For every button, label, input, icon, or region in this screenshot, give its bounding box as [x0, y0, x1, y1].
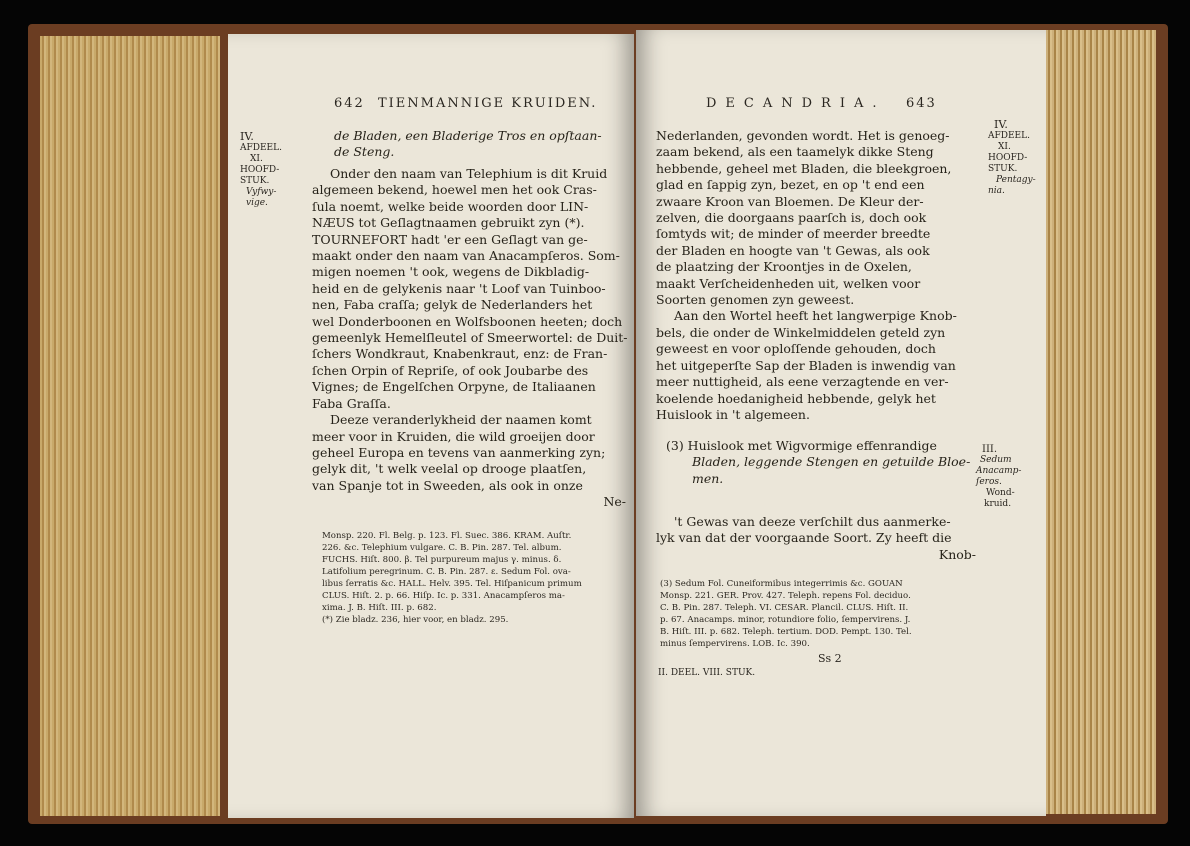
- signature-mark: Ss 2: [818, 652, 842, 665]
- note-line: CLUS. Hiſt. 2. p. 66. Hiſp. Ic. p. 331. Anacampſeros ma-: [322, 591, 565, 601]
- note-line: B. Hiſt. III. p. 682. Teleph. tertium. DOD. Pempt. 130. Tel.: [660, 627, 912, 637]
- margin-line: Wond-: [986, 488, 1015, 498]
- body-line: Ne-: [603, 494, 626, 510]
- margin-line: III.: [982, 444, 998, 455]
- body-line: maakt onder den naam van Anacampſeros. Som-: [312, 248, 620, 264]
- note-line: xima. J. B. Hiſt. III. p. 682.: [322, 603, 437, 613]
- body-line: nen, Faba craſſa; gelyk de Nederlanders het: [312, 297, 593, 313]
- body-line: ſchen Orpin of Repriſe, of ook Joubarbe des: [312, 362, 589, 378]
- body-line: 't Gewas van deeze verſchilt dus aanmerke-: [674, 514, 951, 529]
- body-line: Faba Graſſa.: [312, 395, 391, 411]
- body-line: Nederlanden, gevonden wordt. Het is genoeg-: [656, 128, 950, 143]
- margin-line: STUK.: [240, 176, 270, 186]
- body-line: van Spanje tot in Sweeden, als ook in onze: [312, 477, 583, 493]
- left-running-head: TIENMANNIGE KRUIDEN.: [378, 96, 598, 111]
- margin-line: XI.: [250, 154, 263, 164]
- body-line: bels, die onder de Winkelmiddelen geteld zyn: [656, 324, 946, 340]
- right-footnotes: [660, 578, 976, 650]
- note-line: FUCHS. Hiſt. 800. β. Tel purpureum majus γ. minus. δ.: [322, 555, 562, 565]
- right-body-text-2: [656, 514, 976, 563]
- body-line: ſula noemt, welke beide woorden door LIN-: [312, 198, 589, 214]
- footer-volume: II. DEEL. VIII. STUK.: [658, 668, 756, 678]
- title-line: Bladen, leggende Stengen en getuilde Bloe-: [692, 454, 971, 470]
- body-line: zaam bekend, als een taamelyk dikke Steng: [656, 144, 934, 160]
- body-line: Aan den Wortel heeft het langwerpige Knob-: [674, 308, 957, 324]
- body-line: gemeenlyk Hemelſleutel of Smeerwortel: de Duit-: [312, 330, 628, 346]
- margin-line: Vyfwy-: [246, 187, 277, 197]
- page-edges-right: [1040, 30, 1156, 814]
- right-page: [636, 30, 1046, 816]
- margin-line: ſeros.: [976, 477, 1002, 487]
- note-line: C. B. Pin. 287. Teleph. VI. CESAR. Plancil. CLUS. Hiſt. II.: [660, 603, 909, 613]
- note-line: Monsp. 221. GER. Prov. 427. Teleph. repens Fol. deciduo.: [660, 591, 911, 601]
- body-line: ſomtyds wit; de minder of meerder breedte: [656, 226, 931, 242]
- margin-line: kruid.: [984, 499, 1012, 509]
- title-line: men.: [692, 470, 724, 486]
- body-line: hebbende, geheel met Bladen, die bleekgroen,: [656, 160, 952, 176]
- body-line: Deeze veranderlykheid der naamen komt: [330, 412, 592, 428]
- body-line: koelende hoedanigheid hebbende, gelyk het: [656, 390, 936, 406]
- body-line: zelven, die doorgaans paarſch is, doch ook: [656, 210, 927, 226]
- body-line: geweest en voor oploſſende gehouden, doch: [656, 341, 936, 357]
- body-line: glad en ſappig zyn, bezet, en op 't end een: [656, 177, 925, 193]
- margin-line: STUK.: [988, 164, 1018, 174]
- page-edges-left: [40, 36, 220, 816]
- body-line: geheel Europa en tevens van aanmerking zyn;: [312, 444, 606, 460]
- body-line: NÆUS tot Geſlagtnaamen gebruikt zyn (*).: [312, 215, 585, 231]
- title-line: de Bladen, een Bladerige Tros en opſtaan-: [334, 128, 602, 143]
- margin-line: XI.: [998, 142, 1011, 152]
- left-footnotes: [322, 530, 628, 626]
- body-line: meer nuttigheid, als eene verzagtende en ver-: [656, 374, 949, 390]
- right-running-head: DECANDRIA.: [706, 96, 886, 111]
- body-line: Vignes; de Engelſchen Orpyne, de Italiaanen: [312, 379, 596, 395]
- body-line: Knob-: [938, 546, 976, 562]
- body-line: TOURNEFORT hadt 'er een Geſlagt van ge-: [312, 231, 588, 247]
- margin-line: Pentagy-: [996, 175, 1036, 185]
- body-line: Onder den naam van Telephium is dit Kruid: [330, 166, 608, 181]
- body-line: wel Donderboonen en Wolfsboonen heeten; doch: [312, 313, 623, 329]
- body-line: Huislook in 't algemeen.: [656, 406, 810, 422]
- note-line: (*) Zie bladz. 236, hier voor, en bladz. 295.: [322, 615, 509, 625]
- body-line: meer voor in Kruiden, die wild groeijen door: [312, 428, 595, 444]
- margin-line: nia.: [988, 186, 1005, 196]
- note-line: Latifolium peregrinum. C. B. Pin. 287. ε. Sedum Fol. ova-: [322, 567, 571, 577]
- right-margin-section: [976, 444, 1021, 510]
- note-line: libus ſerratis &c. HALL. Helv. 395. Tel. Hiſpanicum primum: [322, 579, 582, 589]
- left-title: [334, 128, 624, 161]
- body-line: ſchers Wondkraut, Knabenkraut, enz: de Fran-: [312, 346, 608, 362]
- margin-line: HOOFD-: [240, 165, 280, 175]
- margin-line: AFDEEL.: [988, 131, 1030, 141]
- margin-line: Sedum: [980, 455, 1012, 465]
- body-line: Soorten genomen zyn geweest.: [656, 292, 855, 308]
- body-line: zwaare Kroon van Bloemen. De Kleur der-: [656, 193, 924, 209]
- body-line: heid en de gelykenis naar 't Loof van Tuinboo-: [312, 280, 606, 296]
- body-line: maakt Verſcheidenheden uit, welken voor: [656, 275, 921, 291]
- left-page-number: 642: [334, 96, 365, 111]
- body-line: der Bladen en hoogte van 't Gewas, als ook: [656, 242, 930, 258]
- body-line: lyk van dat der voorgaande Soort. Zy heeft die: [656, 530, 952, 546]
- title-line: de Steng.: [334, 144, 395, 160]
- left-page: [228, 34, 634, 818]
- right-body-text: [656, 128, 976, 423]
- margin-line: IV.: [240, 130, 254, 143]
- right-margin-note: [988, 118, 1036, 197]
- margin-line: Anacamp-: [976, 466, 1022, 476]
- note-line: 226. &c. Telephium vulgare. C. B. Pin. 287. Tel. album.: [322, 543, 562, 553]
- note-line: Monsp. 220. Fl. Belg. p. 123. Fl. Suec. 386. KRAM. Auſtr.: [322, 531, 572, 541]
- left-margin-note: [240, 130, 282, 209]
- margin-line: IV.: [994, 118, 1008, 131]
- note-line: minus ſempervirens. LOB. Ic. 390.: [660, 639, 810, 649]
- note-line: p. 67. Anacamps. minor, rotundiore folio, ſempervirens. J.: [660, 615, 911, 625]
- right-page-number: 643: [906, 96, 937, 111]
- margin-line: AFDEEL.: [240, 143, 282, 153]
- body-line: algemeen bekend, hoewel men het ook Cras-: [312, 182, 597, 198]
- margin-line: HOOFD-: [988, 153, 1028, 163]
- body-line: migen noemen 't ook, wegens de Dikbladig-: [312, 264, 590, 280]
- title-line: (3) Huislook met Wigvormige effenrandige: [666, 438, 937, 453]
- section-title: [666, 438, 971, 487]
- body-line: de plaatzing der Kroontjes in de Oxelen,: [656, 259, 912, 275]
- body-line: gelyk dit, 't welk veelal op drooge plaatſen,: [312, 461, 587, 477]
- body-line: het uitgeperſte Sap der Bladen is inwendig van: [656, 357, 956, 373]
- note-line: (3) Sedum Fol. Cuneiformibus integerrimis &c. GOUAN: [660, 579, 903, 589]
- margin-line: vige.: [246, 198, 268, 208]
- left-body-text: [312, 166, 626, 511]
